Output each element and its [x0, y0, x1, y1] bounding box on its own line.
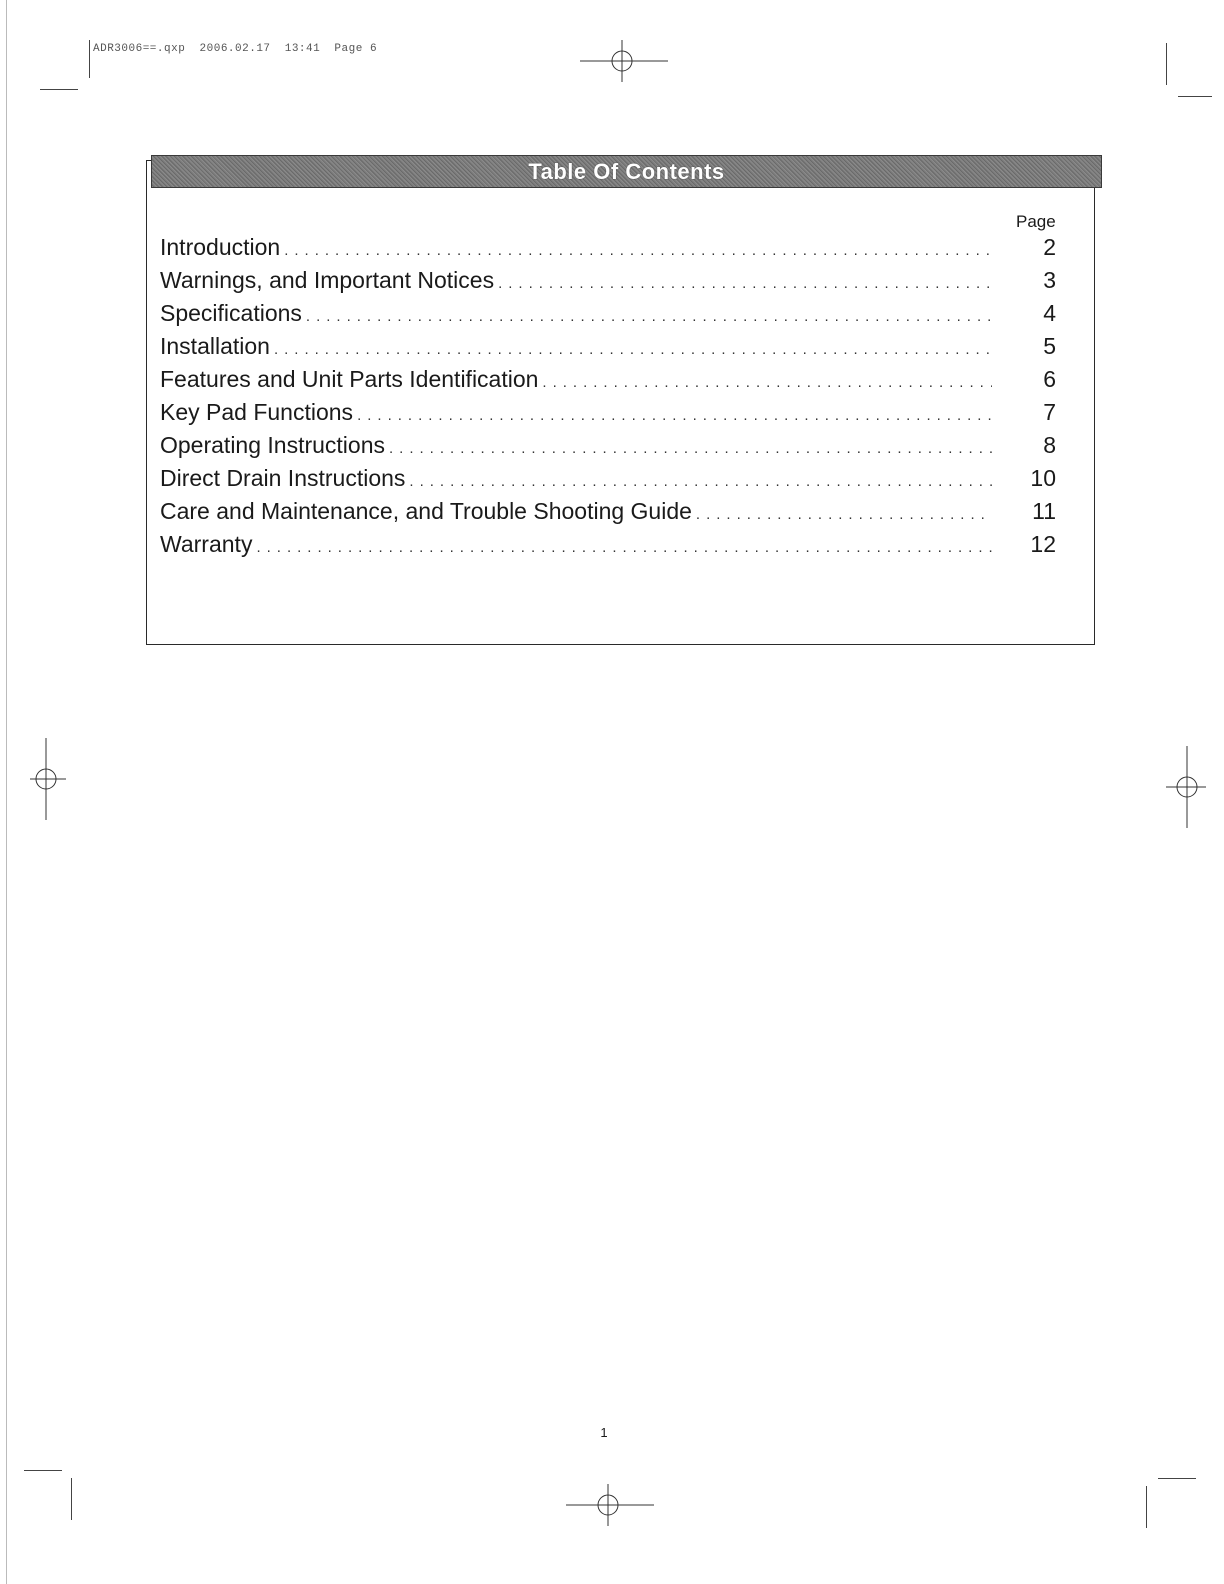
toc-leader-dots — [542, 374, 992, 391]
toc-entry-label: Specifications — [160, 300, 302, 326]
registration-mark-bottom — [564, 1482, 656, 1528]
toc-entry — [160, 234, 1060, 264]
print-slug: ADR3006==.qxp 2006.02.17 13:41 Page 6 — [93, 43, 378, 55]
toc-entry — [160, 366, 1060, 396]
toc-entry — [160, 300, 1060, 330]
toc-entry — [160, 333, 1060, 363]
toc-leader-dots — [274, 341, 992, 358]
registration-mark-top — [578, 38, 670, 84]
toc-entry-label: Introduction — [160, 234, 281, 260]
toc-entry-label: Warnings, and Important Notices — [160, 267, 495, 293]
toc-entry-page: 8 — [1043, 432, 1056, 458]
toc-entry-page: 2 — [1043, 234, 1056, 260]
crop-mark-bottom-right-h — [1158, 1478, 1196, 1479]
toc-header-bar — [151, 155, 1102, 188]
toc-entry-page: 4 — [1043, 300, 1056, 326]
toc-leader-dots — [256, 539, 992, 556]
toc-leader-dots — [409, 473, 992, 490]
toc-title: Table Of Contents — [528, 159, 725, 184]
crop-mark-top-left — [89, 40, 90, 78]
crop-mark-bottom-right — [1146, 1486, 1147, 1528]
toc-entry-label: Direct Drain Instructions — [160, 465, 406, 491]
toc-entry-page: 6 — [1043, 366, 1056, 392]
toc-entry-label: Operating Instructions — [160, 432, 386, 458]
toc-entry-label: Warranty — [160, 531, 253, 557]
toc-entry — [160, 498, 1060, 528]
toc-entry-label: Features and Unit Parts Identification — [160, 366, 539, 392]
registration-mark-left — [28, 736, 68, 822]
toc-leader-dots — [284, 242, 992, 259]
toc-leader-dots — [389, 440, 992, 457]
toc-entry — [160, 267, 1060, 297]
toc-entry-page: 10 — [1030, 465, 1056, 491]
toc-leader-dots — [306, 308, 992, 325]
toc-entry-label: Key Pad Functions — [160, 399, 354, 425]
toc-entry-page: 11 — [1032, 498, 1056, 524]
toc-leader-dots — [357, 407, 992, 424]
crop-mark-bottom-left — [71, 1478, 72, 1520]
crop-mark-top-right-h — [1178, 96, 1212, 97]
toc-entry-page: 7 — [1043, 399, 1056, 425]
crop-mark-top-left-h — [40, 89, 78, 90]
crop-mark-top-right — [1166, 43, 1167, 85]
toc-entry-page: 5 — [1043, 333, 1056, 359]
page-number: 1 — [600, 1425, 608, 1440]
toc-entry — [160, 399, 1060, 429]
toc-entry — [160, 465, 1060, 495]
toc-entry — [160, 432, 1060, 462]
toc-leader-dots — [696, 506, 992, 523]
left-edge-line — [6, 0, 7, 1584]
toc-leader-dots — [498, 275, 992, 292]
toc-entry-label: Care and Maintenance, and Trouble Shooting Guide — [160, 498, 692, 524]
toc-page-column-label: Page — [1016, 212, 1056, 231]
toc-entry — [160, 531, 1060, 561]
toc-entry-page: 12 — [1030, 531, 1056, 557]
toc-entry-page: 3 — [1043, 267, 1056, 293]
crop-mark-bottom-left-h — [24, 1470, 62, 1471]
toc-entry-label: Installation — [160, 333, 270, 359]
registration-mark-right — [1164, 744, 1208, 830]
